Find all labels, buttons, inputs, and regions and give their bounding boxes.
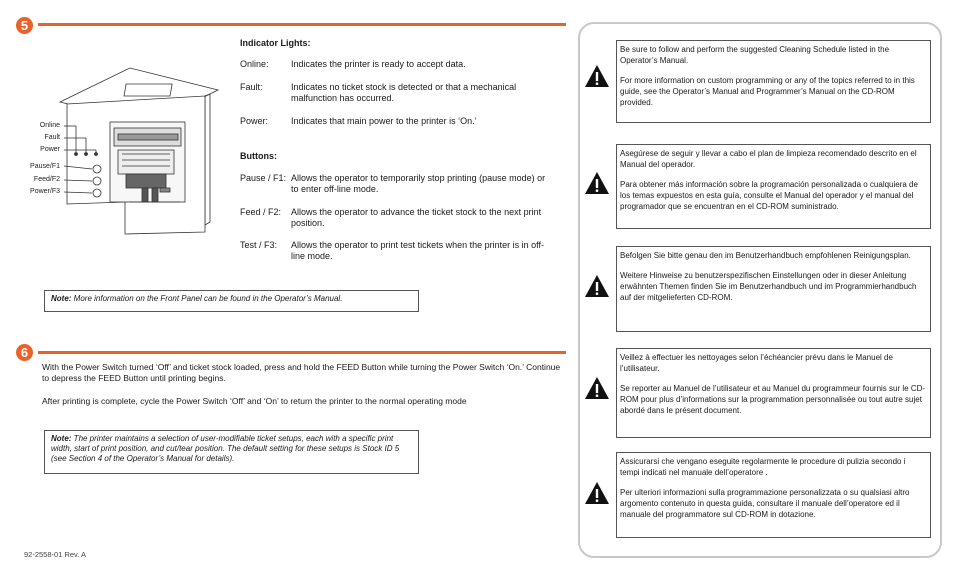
warning-icon xyxy=(584,64,610,88)
step-5-badge: 5 xyxy=(16,17,33,34)
warning-paragraph: Be sure to follow and perform the suggested Cleaning Schedule listed in the Operator’s Manual. xyxy=(620,45,890,65)
note-label: Note: xyxy=(51,434,72,443)
label-fault: Fault xyxy=(44,134,60,141)
warning-french xyxy=(616,348,931,438)
warning-german xyxy=(616,246,931,332)
note-text: More information on the Front Panel can be found in the Operator’s Manual. xyxy=(71,294,343,303)
warning-paragraph: Asegúrese de seguir y llevar a cabo el plan de limpieza recomendado descrito en el Manual del operador. xyxy=(620,149,917,169)
term: Pause / F1: xyxy=(240,173,287,183)
indicator-online-row xyxy=(240,59,550,70)
desc: Indicates no ticket stock is detected or that a mechanical malfunction has occurred. xyxy=(291,82,517,103)
desc: Allows the operator to advance the ticket stock to the next print position. xyxy=(291,207,542,228)
step-6-note xyxy=(44,430,419,474)
note-text: The printer maintains a selection of user-modifiable ticket setups, each with a specific print width, start of print position, and cut/tear position. The default setting for these setups is Stock ID 5 (see Section 4 of the Operator’s Manual for details). xyxy=(51,434,400,463)
buttons-heading: Buttons: xyxy=(240,151,277,161)
document-revision: 92-2558-01 Rev. A xyxy=(24,550,86,559)
label-power: Power xyxy=(40,146,60,153)
warning-paragraph: Se reporter au Manuel de l’utilisateur et au Manuel du programmeur fournis sur le CD-ROM pour plus d’informations sur la programmation personnalisée ou tout autre sujet abordé dans le présent document. xyxy=(620,384,926,415)
term: Online: xyxy=(240,59,269,69)
button-feed-row xyxy=(240,207,550,229)
warning-paragraph: Veillez à effectuer les nettoyages selon l’échéancier prévu dans le Manuel de l’utilisateur. xyxy=(620,353,893,373)
step-6-rule xyxy=(38,351,566,354)
step-6-badge: 6 xyxy=(16,344,33,361)
warning-paragraph: Para obtener más información sobre la programación personalizada o cualquiera de los temas expuestos en esta guía, consulte el Manual del operador y el manual del programador que se encuentran en el CD-ROM suministrado. xyxy=(620,180,918,211)
step-5-rule xyxy=(38,23,566,26)
desc: Allows the operator to temporarily stop printing (pause mode) or to enter off-line mode. xyxy=(291,173,546,194)
warning-italian xyxy=(616,452,931,538)
label-online: Online xyxy=(39,122,60,129)
warning-spanish xyxy=(616,144,931,229)
warning-paragraph: For more information on custom programming or any of the topics referred to in this guide, see the Operator’s Manual and Programmer’s Manual on the CD-ROM provided. xyxy=(620,76,915,107)
step-6-paragraph-1: With the Power Switch turned ‘Off’ and ticket stock loaded, press and hold the FEED Button while turning the Power Switch ‘On.’ Continue to depress the FEED Button until printing begins. xyxy=(42,362,561,383)
warning-paragraph: Befolgen Sie bitte genau den im Benutzerhandbuch empfohlenen Reinigungsplan. xyxy=(620,251,911,260)
note-label: Note: xyxy=(51,294,72,303)
term: Fault: xyxy=(240,82,263,92)
warning-icon xyxy=(584,171,610,195)
desc: Allows the operator to print test tickets when the printer is in off-line mode. xyxy=(291,240,544,261)
term: Power: xyxy=(240,116,269,126)
warning-icon xyxy=(584,481,610,505)
warning-paragraph: Weitere Hinweise zu benutzerspezifischen Einstellungen oder in dieser Anleitung erwähnten Themen finden Sie im Benutzerhandbuch und im Programmierhandbuch auf der mitgelieferten CD-ROM. xyxy=(620,271,917,302)
indicator-lights-heading: Indicator Lights: xyxy=(240,38,311,48)
term: Test / F3: xyxy=(240,240,278,250)
term: Feed / F2: xyxy=(240,207,282,217)
desc: Indicates the printer is ready to accept data. xyxy=(291,59,466,69)
desc: Indicates that main power to the printer is ‘On.’ xyxy=(291,116,477,126)
warning-icon xyxy=(584,274,610,298)
warning-paragraph: Assicurarsi che vengano eseguite regolarmente le procedure di pulizia secondo i tempi indicati nel manuale dell’operatore . xyxy=(620,457,906,477)
label-feed-f2: Feed/F2 xyxy=(33,176,60,183)
label-pause-f1: Pause/F1 xyxy=(30,163,60,170)
printer-drawing xyxy=(30,62,230,237)
button-test-row xyxy=(240,240,550,262)
indicator-power-row xyxy=(240,116,550,127)
warning-icon xyxy=(584,376,610,400)
warning-english xyxy=(616,40,931,123)
step-5-note xyxy=(44,290,419,312)
step-6-paragraph-2: After printing is complete, cycle the Power Switch ‘Off’ and ‘On’ to return the printer to the normal operating mode xyxy=(42,396,467,406)
warning-paragraph: Per ulteriori informazioni sulla programmazione personalizzata o su qualsiasi altro argomento contenuto in questa guida, consultare il manuale dell’operatore ed il manuale del programmatore sul CD-ROM in dotazione. xyxy=(620,488,910,519)
button-pause-row xyxy=(240,173,550,195)
indicator-fault-row xyxy=(240,82,550,104)
printer-front-panel-illustration xyxy=(30,62,230,237)
label-power-f3: Power/F3 xyxy=(30,188,60,195)
